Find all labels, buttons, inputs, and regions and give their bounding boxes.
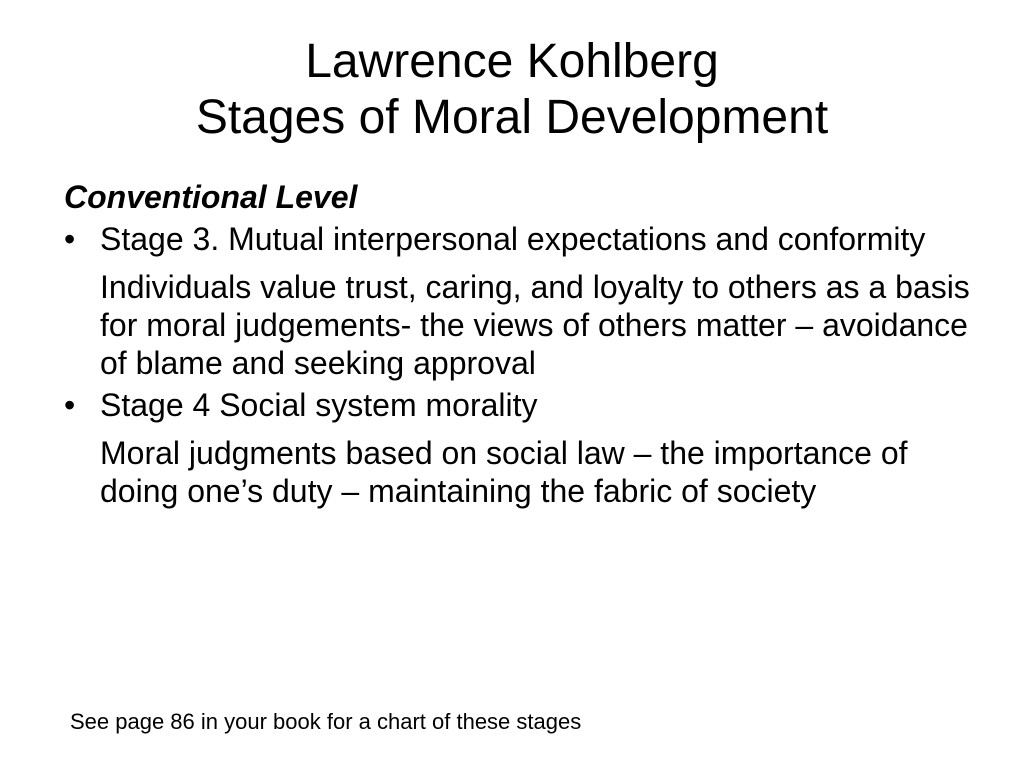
footnote: See page 86 in your book for a chart of these stages [70,709,582,734]
bullet-icon: • [64,221,76,257]
stage-3-description: Individuals value trust, caring, and loyalty to others as a basis for moral judgements- the views of others matter – avoidance of blame and seeking approval [100,269,970,381]
slide-title [0,34,1024,146]
title-line-2: Stages of Moral Development [195,91,829,144]
stage-4-description: Moral judgments based on social law – the importance of doing one’s duty – maintaining the fabric of society [100,435,908,509]
stage-4-label: Stage 4 Social system morality [100,387,538,423]
stage-3-label: Stage 3. Mutual interpersonal expectations and conformity [100,221,926,257]
title-line-1: Lawrence Kohlberg [305,35,719,88]
bullet-icon: • [64,387,76,423]
stage-3-item [64,220,984,258]
stage-4-item [64,386,984,424]
level-heading: Conventional Level [64,179,358,215]
slide-body [64,178,984,514]
